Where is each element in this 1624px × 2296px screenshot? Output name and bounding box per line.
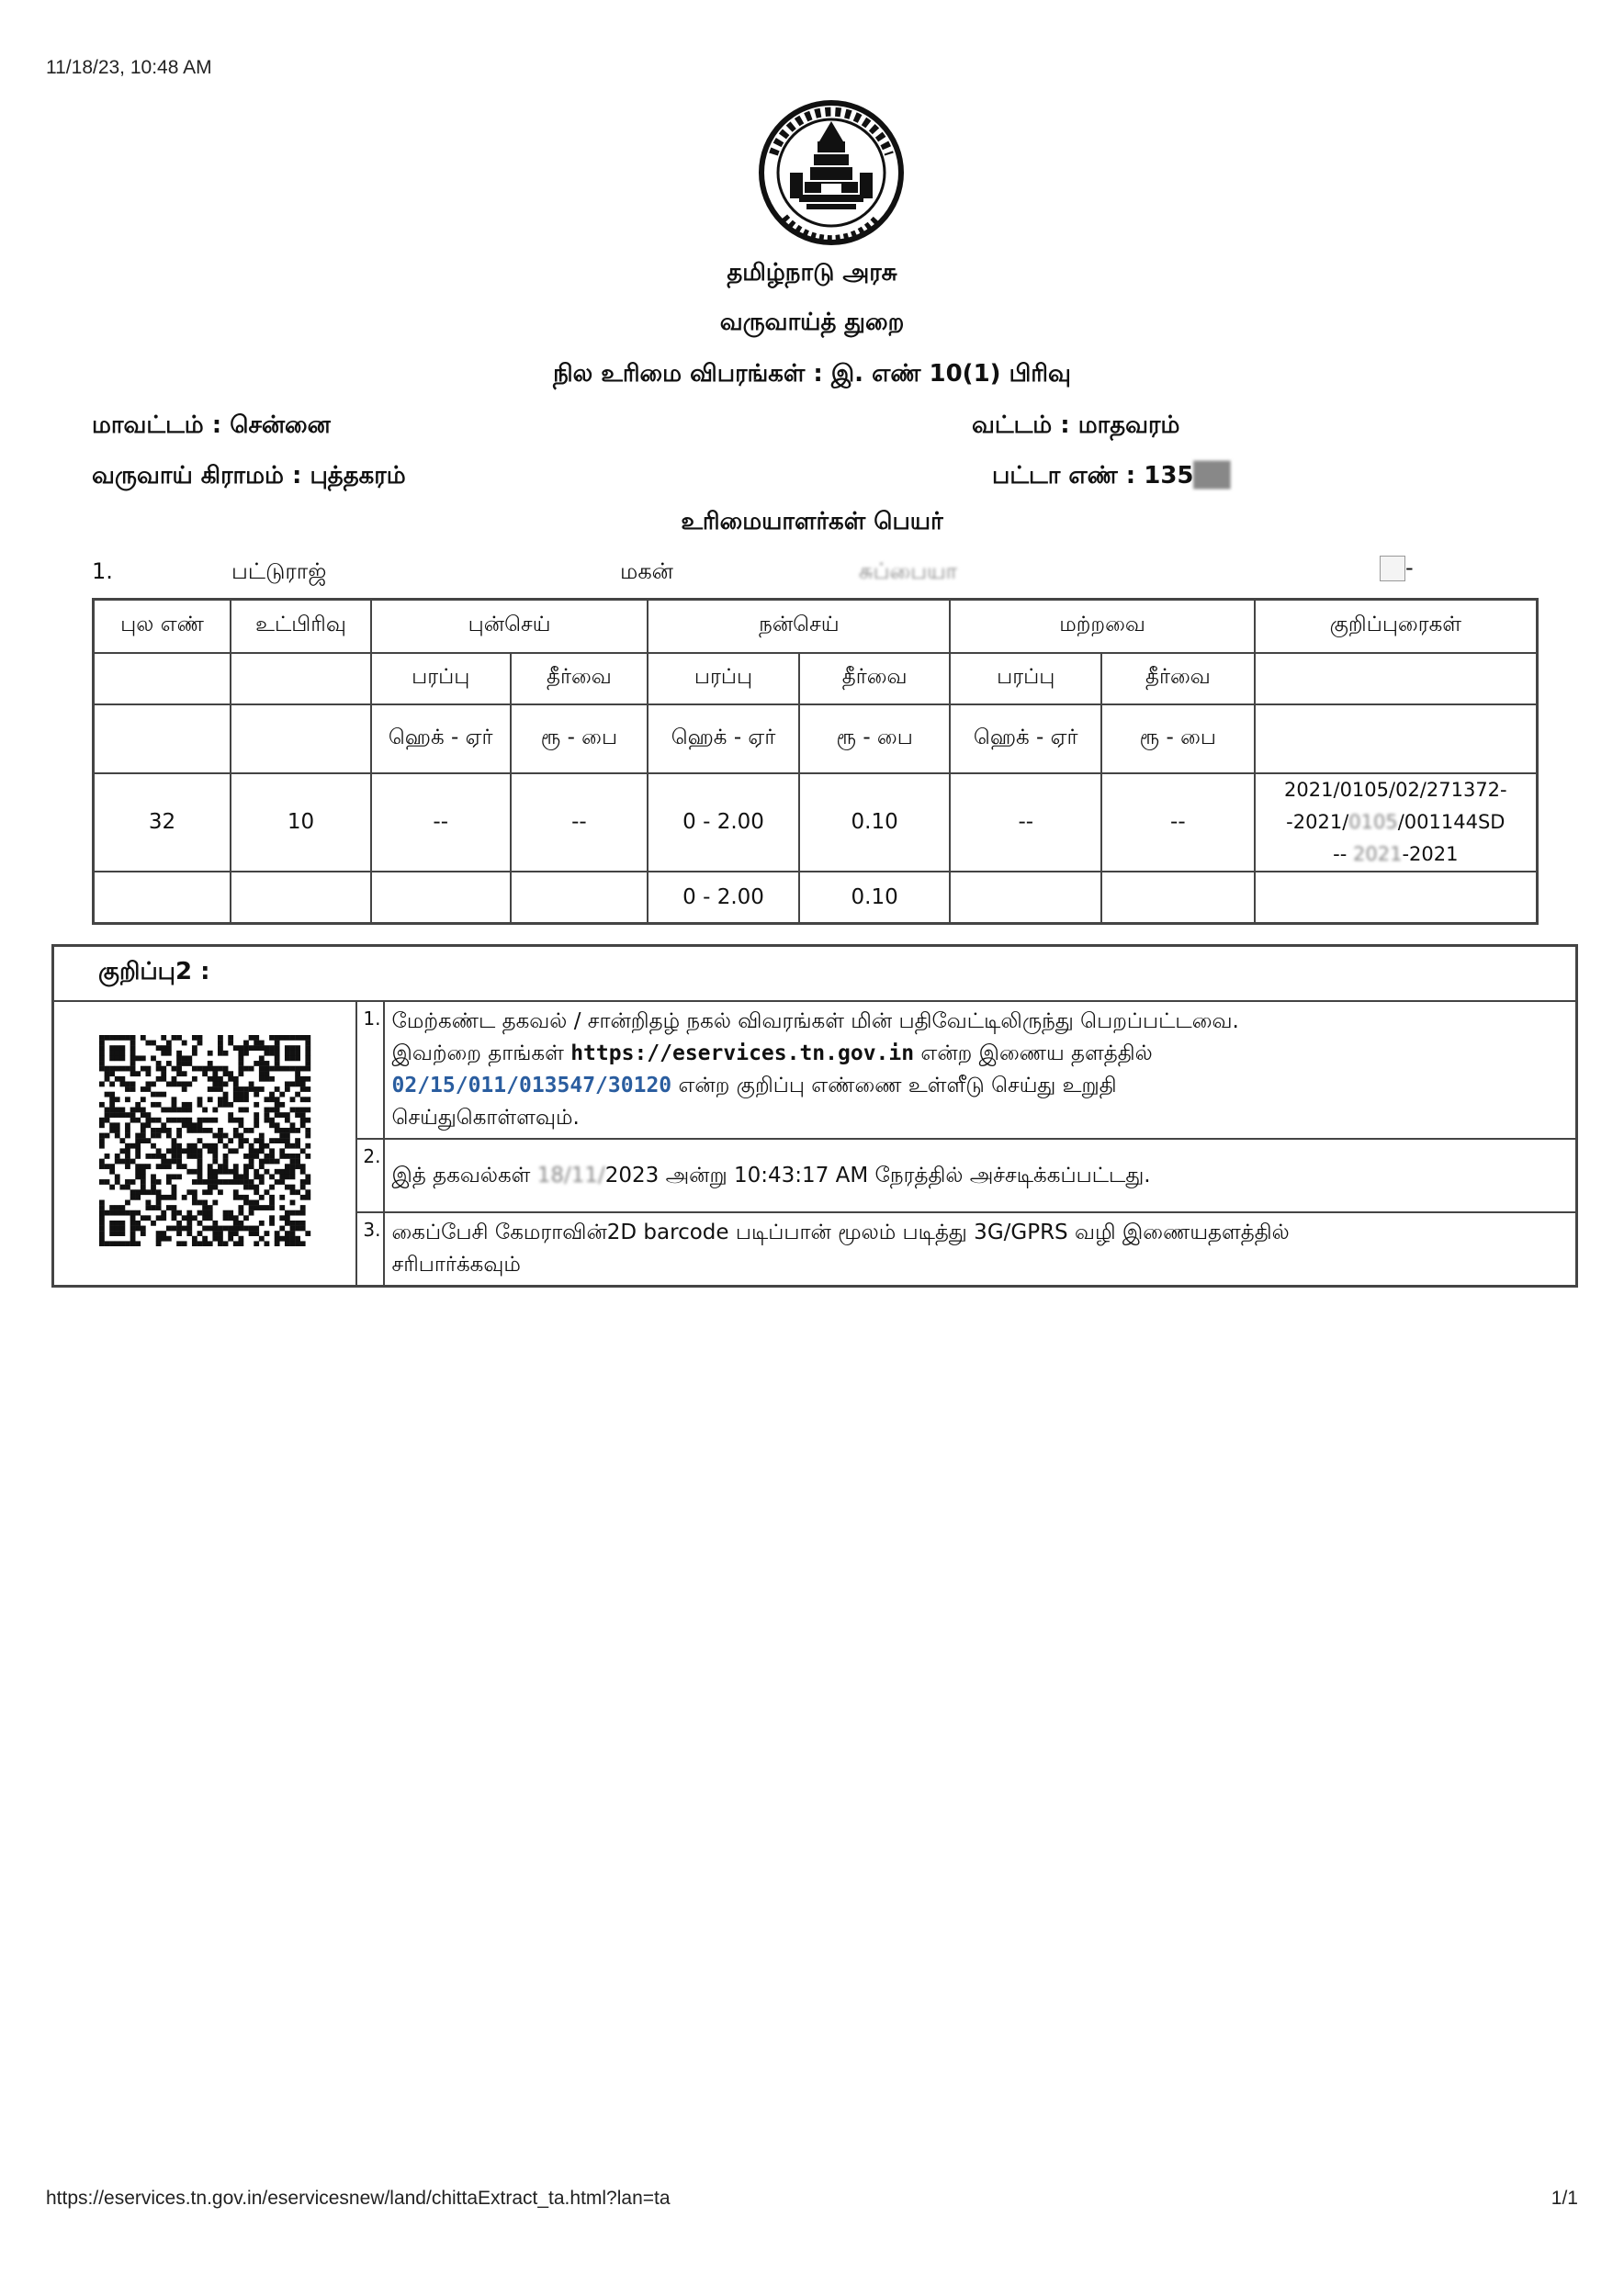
district-value: சென்னை xyxy=(230,411,331,439)
punjai-area-unit: ஹெக் - ஏர் xyxy=(371,704,511,773)
note-3 xyxy=(384,1212,1577,1287)
district-field xyxy=(92,411,331,442)
others-area-unit: ஹெக் - ஏர் xyxy=(950,704,1101,773)
units-row xyxy=(94,704,1538,773)
others-tax-unit: ரூ - பை xyxy=(1101,704,1255,773)
punjai-area: -- xyxy=(371,773,511,872)
note-1-line-3 xyxy=(392,1070,1569,1102)
broken-image-icon xyxy=(1380,556,1405,581)
note-text: என்ற இணைய தளத்தில் xyxy=(914,1041,1153,1065)
subdivision: 10 xyxy=(231,773,371,872)
others-tax-header: தீர்வை xyxy=(1101,653,1255,704)
patta-value: 135 xyxy=(1144,462,1194,490)
patta-redacted: ██ xyxy=(1193,462,1231,490)
tamil-nadu-emblem-icon xyxy=(753,99,909,246)
total-nanjai-tax: 0.10 xyxy=(799,872,951,924)
note-number: 1. xyxy=(356,1001,384,1139)
header-survey-no: புல எண் xyxy=(94,600,231,653)
note-3-line-1: கைப்பேசி கேமராவின்2D barcode படிப்பான் மூலம் படித்து 3G/GPRS வழி இணையதளத்தில் xyxy=(391,1220,1290,1244)
others-tax: -- xyxy=(1101,773,1255,872)
nanjai-tax: 0.10 xyxy=(799,773,951,872)
village-label: வருவாய் கிராமம் : xyxy=(92,462,310,490)
taluk-value: மாதவரம் xyxy=(1077,411,1180,439)
remarks-part: /001144SD xyxy=(1397,810,1506,833)
land-details-table xyxy=(92,598,1539,925)
owner-number: 1. xyxy=(92,558,113,584)
taluk-label: வட்டம் : xyxy=(972,411,1078,439)
nanjai-area-unit: ஹெக் - ஏர் xyxy=(648,704,799,773)
remarks-line-3 xyxy=(1259,838,1532,871)
punjai-tax-header: தீர்வை xyxy=(511,653,648,704)
print-timestamp: 11/18/23, 10:48 AM xyxy=(46,57,212,78)
owner-relation: மகன் xyxy=(620,558,673,584)
eservices-url: https://eservices.tn.gov.in xyxy=(570,1041,915,1065)
qr-code xyxy=(53,1001,356,1287)
owner-father-name-redacted: சுப்பையா xyxy=(859,558,958,584)
header-punjai: புன்செய் xyxy=(371,600,648,653)
punjai-tax: -- xyxy=(511,773,648,872)
village-value: புத்தகரம் xyxy=(310,462,406,490)
notes-table xyxy=(51,944,1578,1288)
remarks-redacted: 2021 xyxy=(1353,842,1403,865)
punjai-area-header: பரப்பு xyxy=(371,653,511,704)
broken-image xyxy=(1380,555,1414,581)
header-subdivision: உட்பிரிவு xyxy=(231,600,371,653)
nanjai-area: 0 - 2.00 xyxy=(648,773,799,872)
qr-code-icon xyxy=(95,1035,315,1246)
owner-name: பட்டுராஜ் xyxy=(231,558,327,584)
note-1-line-2 xyxy=(392,1038,1569,1070)
nanjai-tax-unit: ரூ - பை xyxy=(799,704,951,773)
notes-title: குறிப்பு2 : xyxy=(53,946,1577,1001)
remarks-part: -2021 xyxy=(1402,842,1459,865)
header-others: மற்றவை xyxy=(950,600,1254,653)
broken-image-text: - xyxy=(1405,555,1414,580)
punjai-tax-unit: ரூ - பை xyxy=(511,704,648,773)
note-number: 3. xyxy=(356,1212,384,1287)
note-text: இத் தகவல்கள் xyxy=(391,1163,537,1187)
note-1-line-4: செய்துகொள்ளவும். xyxy=(391,1105,580,1130)
survey-no: 32 xyxy=(94,773,231,872)
note-3-line-2: சரிபார்க்கவும் xyxy=(391,1252,521,1277)
table-row xyxy=(94,773,1538,872)
note-2 xyxy=(384,1139,1577,1212)
remarks-line-1: 2021/0105/02/271372- xyxy=(1284,778,1507,801)
others-area: -- xyxy=(950,773,1101,872)
remarks-part: -- xyxy=(1333,842,1354,865)
patta-field xyxy=(992,462,1231,492)
note-number: 2. xyxy=(356,1139,384,1212)
subheader-row xyxy=(94,653,1538,704)
total-row xyxy=(94,872,1538,924)
note-text: என்ற குறிப்பு எண்ணை உள்ளீடு செய்து உறுதி xyxy=(671,1073,1117,1097)
note-text: இவற்றை தாங்கள் xyxy=(391,1041,571,1065)
remarks-redacted: 0105 xyxy=(1348,810,1398,833)
taluk-field xyxy=(972,411,1179,442)
print-date-redacted: 18/11/ xyxy=(536,1163,605,1187)
note-1 xyxy=(384,1001,1577,1139)
note-1-line-1: மேற்கண்ட தகவல் / சான்றிதழ் நகல் விவரங்கள் மின் பதிவேட்டிலிருந்து பெறப்பட்டவை. xyxy=(391,1008,1239,1033)
owners-title: உரிமையாளர்கள் பெயர் xyxy=(681,508,943,535)
reference-number: 02/15/011/013547/30120 xyxy=(391,1073,672,1097)
patta-label: பட்டா எண் : xyxy=(992,462,1145,490)
header-remarks: குறிப்புரைகள் xyxy=(1255,600,1538,653)
document-title: நில உரிமை விபரங்கள் : இ. எண் 10(1) பிரிவு xyxy=(553,360,1071,388)
government-title: தமிழ்நாடு அரசு xyxy=(727,259,897,287)
header-nanjai: நன்செய் xyxy=(648,600,950,653)
nanjai-area-header: பரப்பு xyxy=(648,653,799,704)
footer-page-number: 1/1 xyxy=(1551,2188,1578,2209)
header-row xyxy=(94,600,1538,653)
district-label: மாவட்டம் : xyxy=(92,411,231,439)
remarks xyxy=(1255,773,1538,872)
remarks-line-2 xyxy=(1259,806,1532,838)
remarks-part: -2021/ xyxy=(1286,810,1349,833)
note-text: 2023 அன்று 10:43:17 AM நேரத்தில் அச்சடிக்கப்பட்டது. xyxy=(604,1163,1151,1187)
department-title: வருவாய்த் துறை xyxy=(719,309,905,336)
total-nanjai-area: 0 - 2.00 xyxy=(648,872,799,924)
footer-url: https://eservices.tn.gov.in/eservicesnew/land/chittaExtract_ta.html?lan=ta xyxy=(46,2188,671,2209)
others-area-header: பரப்பு xyxy=(950,653,1101,704)
village-field xyxy=(92,462,406,492)
nanjai-tax-header: தீர்வை xyxy=(799,653,951,704)
